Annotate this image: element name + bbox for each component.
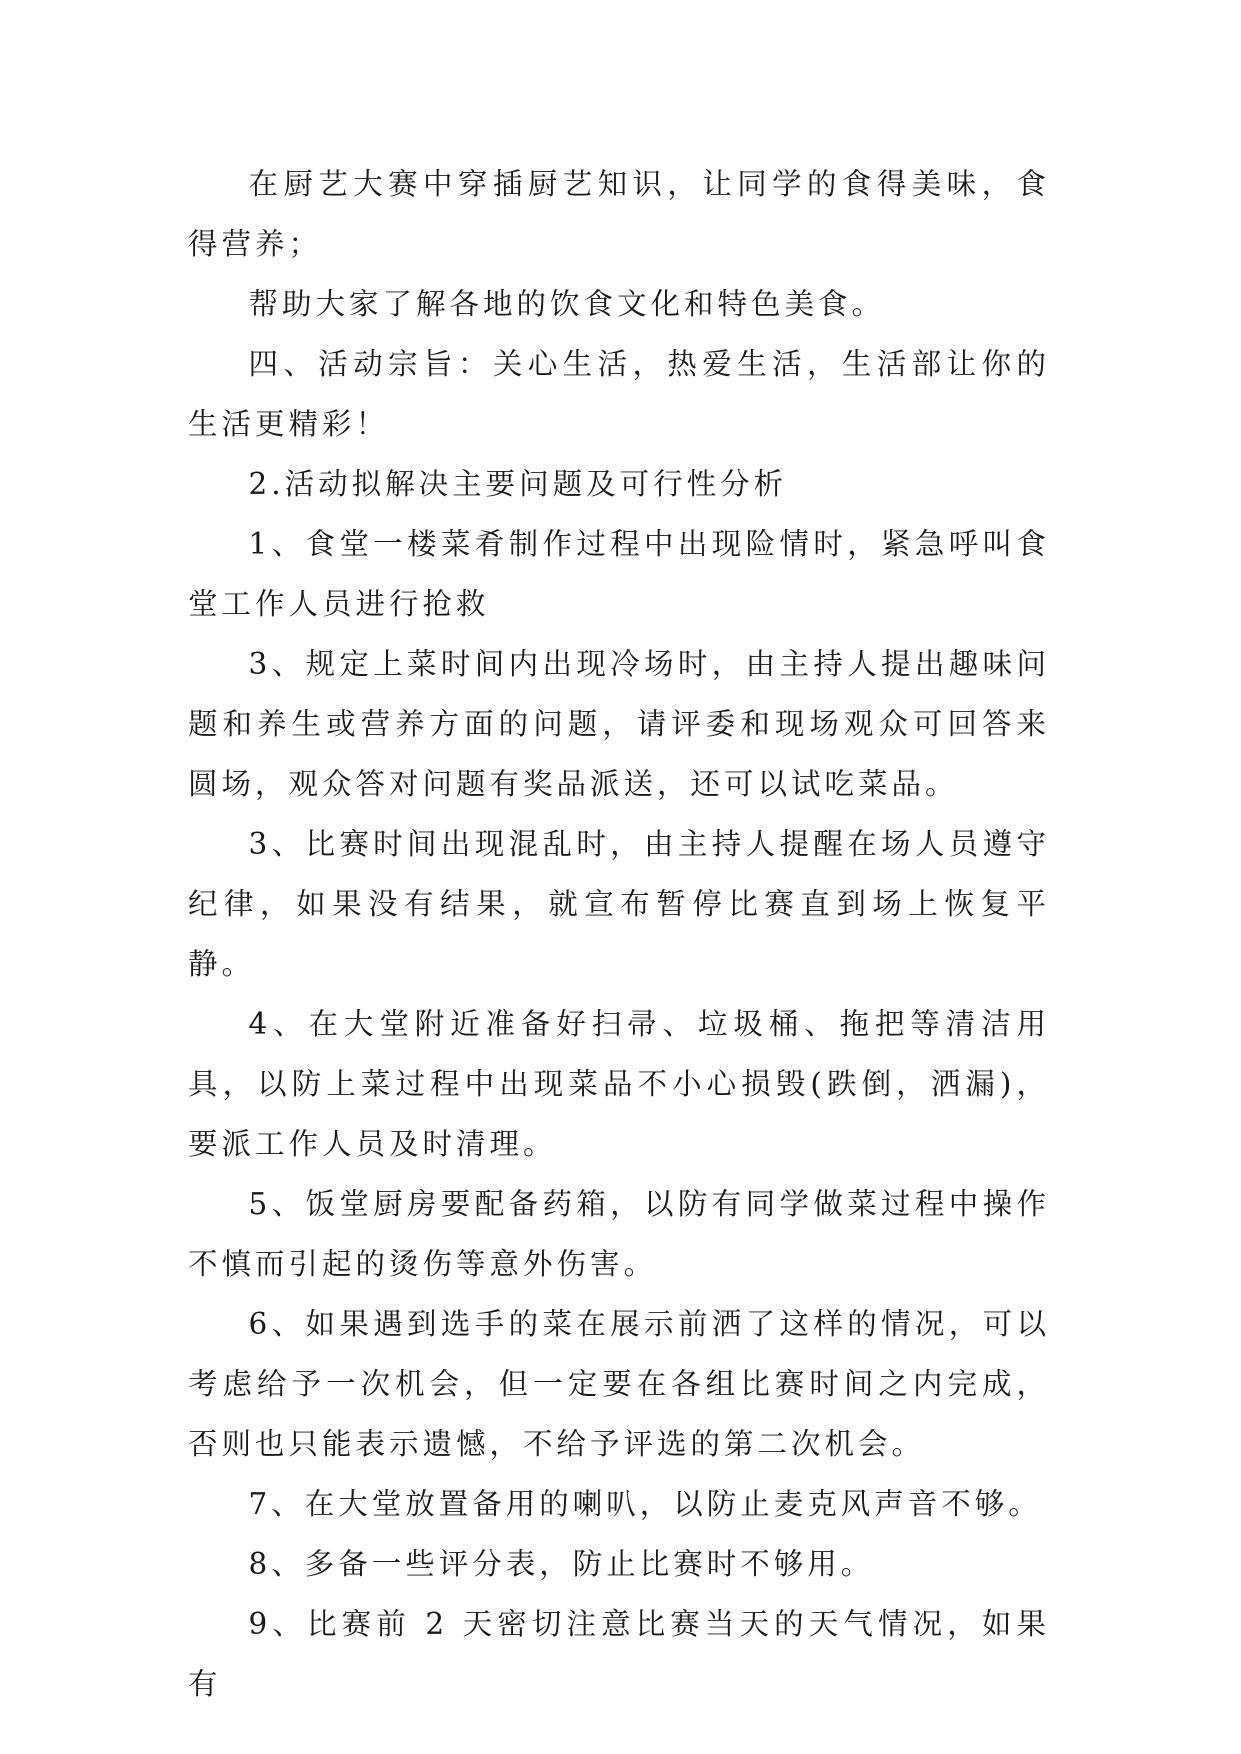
paragraph-3: 四、活动宗旨：关心生活，热爱生活，生活部让你的生活更精彩！ xyxy=(188,347,1050,441)
paragraph-8: 4、在大堂附近准备好扫帚、垃圾桶、拖把等清洁用具，以防上菜过程中出现菜品不小心损毁(跌倒，洒漏)，要派工作人员及时清理。 xyxy=(188,1007,1050,1161)
paragraph-4: 2.活动拟解决主要问题及可行性分析 xyxy=(248,467,788,501)
paragraph-6: 3、规定上菜时间内出现冷场时，由主持人提出趣味问题和养生或营养方面的问题，请评委和现场观众可回答来圆场，观众答对问题有奖品派送，还可以试吃菜品。 xyxy=(188,647,1050,801)
paragraph-9: 5、饭堂厨房要配备药箱，以防有同学做菜过程中操作不慎而引起的烫伤等意外伤害。 xyxy=(188,1187,1050,1281)
paragraph-10: 6、如果遇到选手的菜在展示前洒了这样的情况，可以考虑给予一次机会，但一定要在各组比赛时间之内完成，否则也只能表示遗憾，不给予评选的第二次机会。 xyxy=(188,1307,1050,1461)
document-page xyxy=(188,154,1050,1714)
paragraph-7: 3、比赛时间出现混乱时，由主持人提醒在场人员遵守纪律，如果没有结果，就宣布暂停比赛直到场上恢复平静。 xyxy=(188,827,1050,981)
paragraph-13: 9、比赛前 2 天密切注意比赛当天的天气情况，如果有 xyxy=(188,1607,1050,1701)
paragraph-2: 帮助大家了解各地的饮食文化和特色美食。 xyxy=(248,287,885,321)
paragraph-1: 在厨艺大赛中穿插厨艺知识，让同学的食得美味，食得营养； xyxy=(188,167,1050,261)
paragraph-5: 1、食堂一楼菜肴制作过程中出现险情时，紧急呼叫食堂工作人员进行抢救 xyxy=(188,527,1050,621)
paragraph-12: 8、多备一些评分表，防止比赛时不够用。 xyxy=(248,1547,875,1581)
paragraph-11: 7、在大堂放置备用的喇叭，以防止麦克风声音不够。 xyxy=(248,1487,1042,1521)
